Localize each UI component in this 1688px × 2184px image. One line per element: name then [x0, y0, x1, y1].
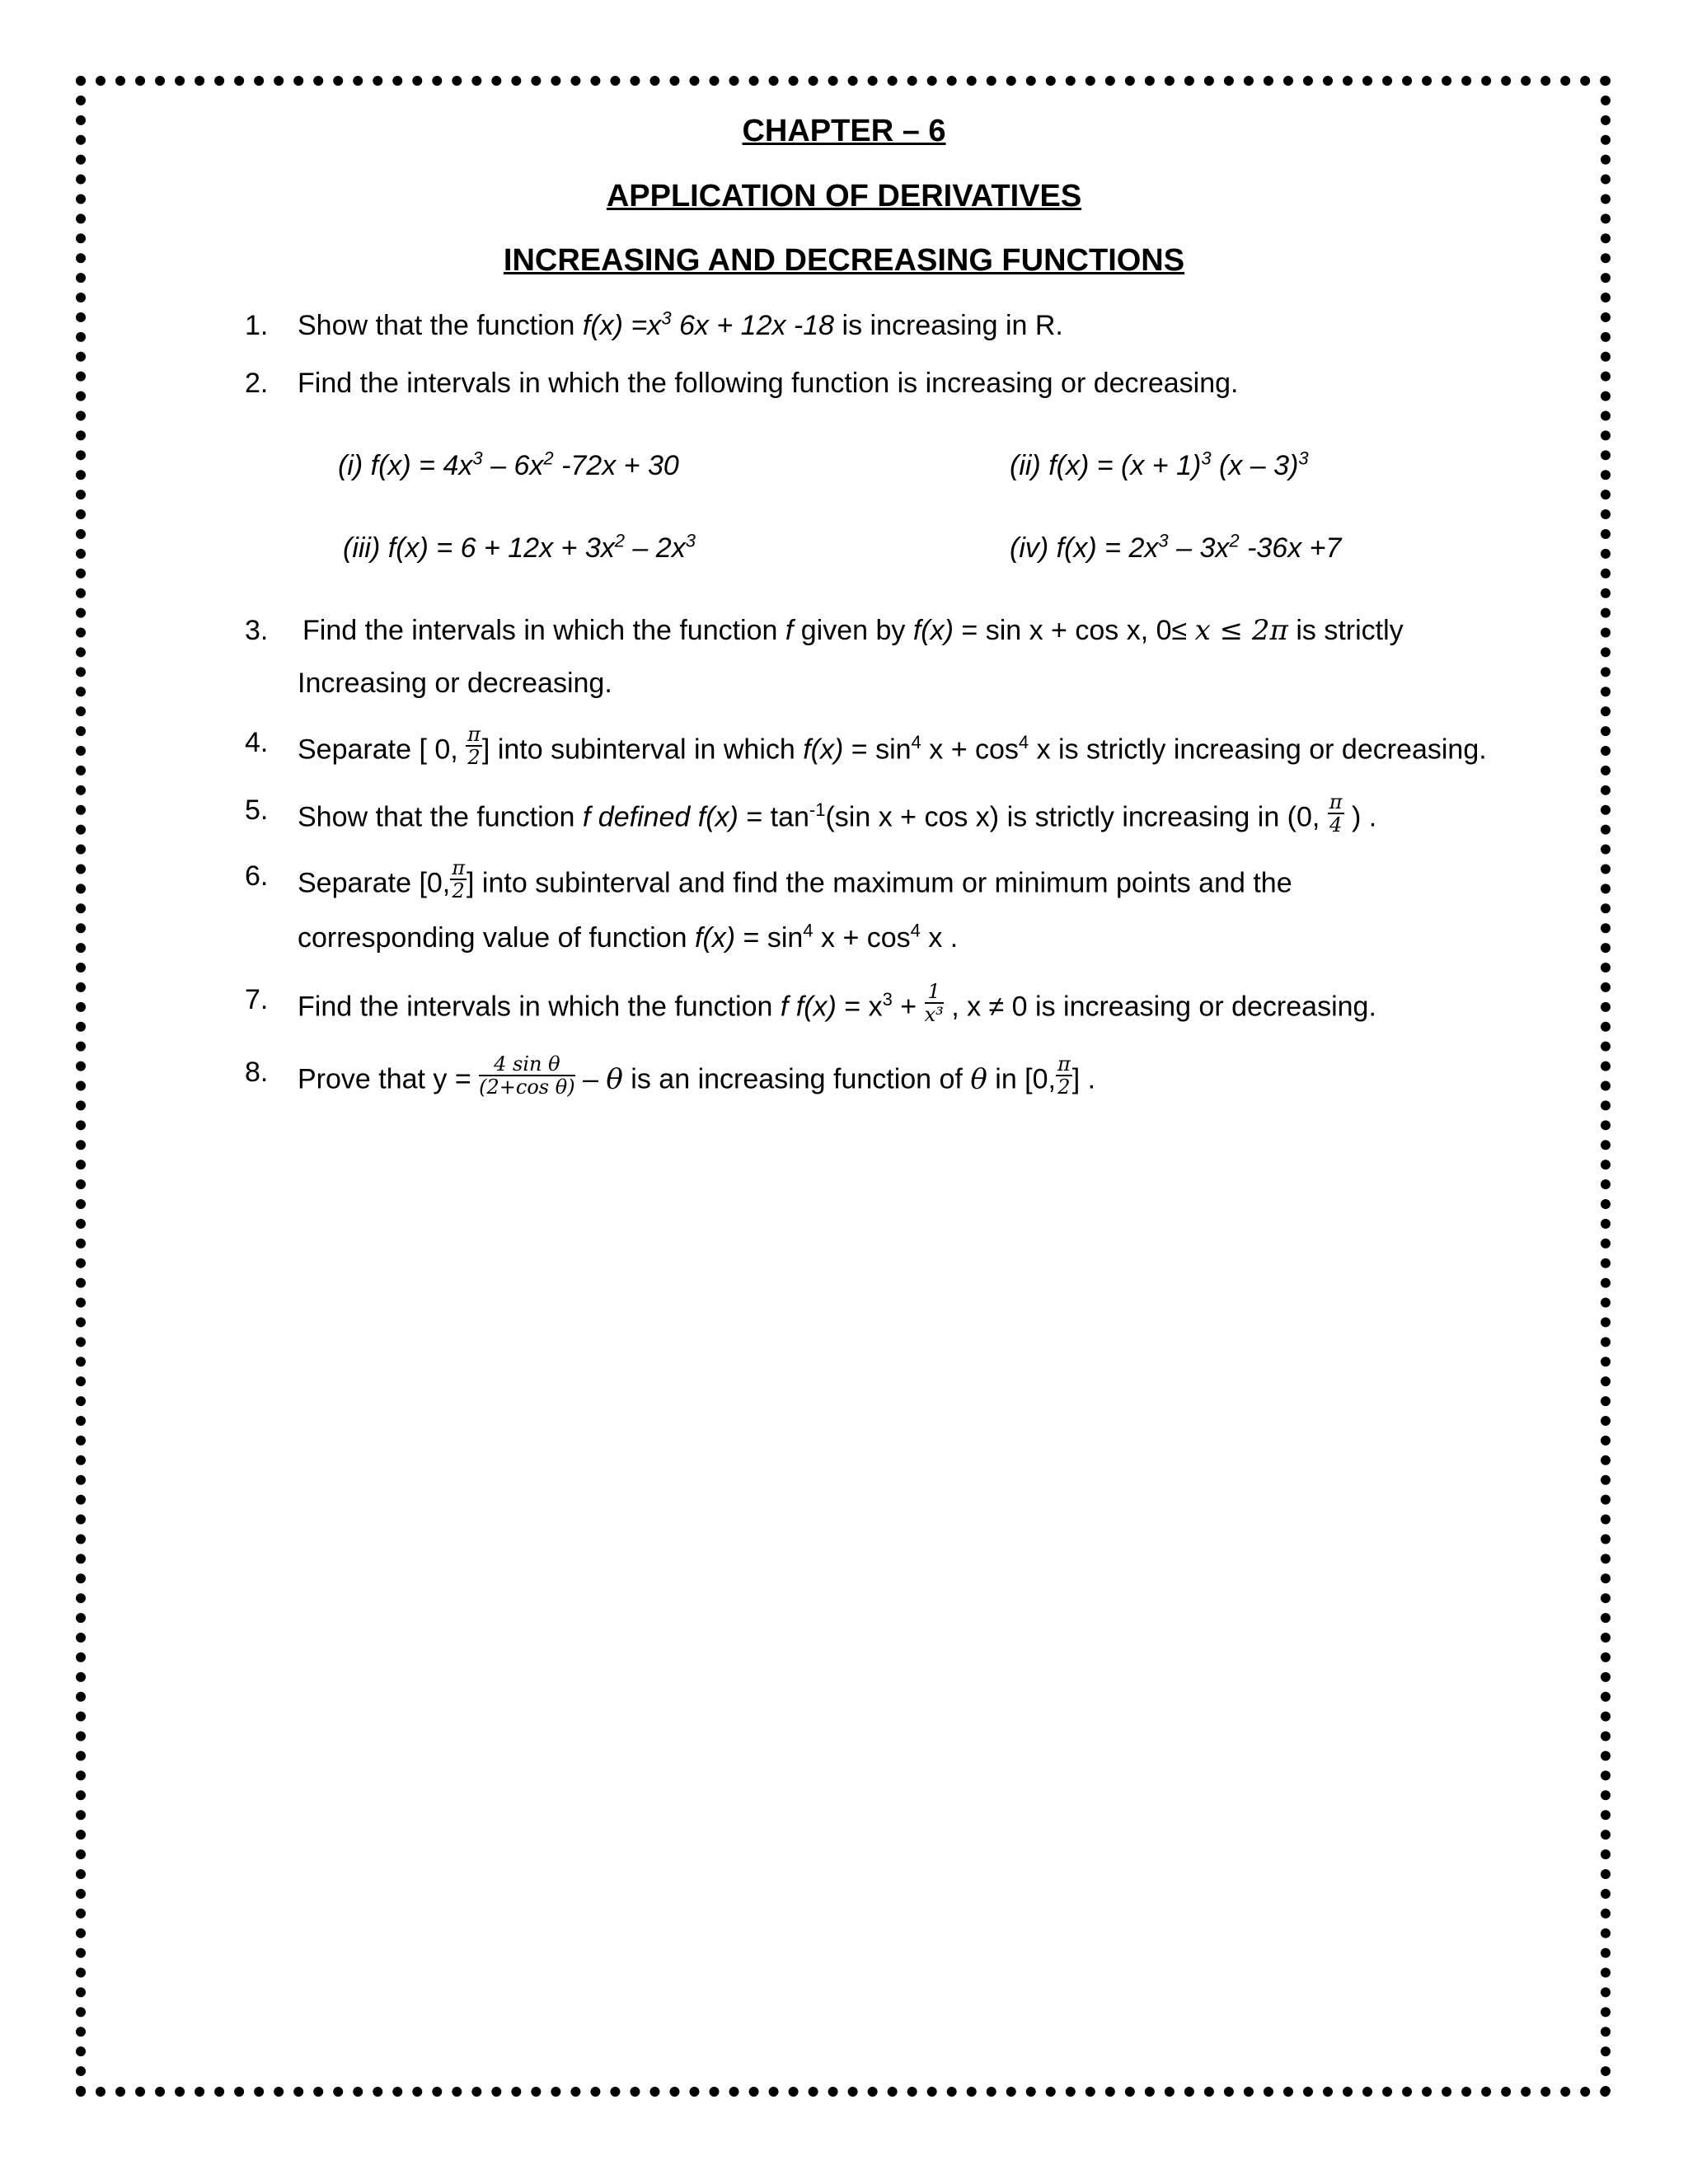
chapter-heading: CHAPTER – 6 — [742, 114, 946, 148]
subpart-ii: (ii) $f(x) = (x + 1)^3$ (x – 3)$^3$ — [1010, 448, 1309, 481]
subpart-iii: (iii) $f(x) = 6 + 12x + 3x^2 - 2x^3$ — [343, 530, 696, 564]
fraction-pi-over-2: $\frac{\pi}{2}$ — [452, 856, 466, 903]
fraction-pi-over-2: $\frac{\pi}{2}$ — [1057, 1052, 1071, 1099]
chapter-title: APPLICATION OF DERIVATIVES — [606, 179, 1082, 213]
subpart-i: (i) $f(x) = 4x^3 - 6x^2$ -72x + 30 — [338, 448, 679, 481]
fraction-pi-over-4: $\frac{\pi}{4}$ — [1329, 790, 1343, 837]
fraction-sin-over-cos: $\frac{\text{4 sin θ}}{\text{(2+cos θ)}}$ — [479, 1052, 575, 1099]
subpart-iv: (iv) $f(x) = 2x^3 - 3x^2$ -36x +7 — [1010, 530, 1342, 564]
fraction-pi-over-2: $\frac{\pi}{2}$ — [467, 723, 481, 770]
fraction-1-over-x-cubed: $\frac{1}{\text{x³}}$ — [924, 980, 944, 1027]
section-title: INCREASING AND DECREASING FUNCTIONS — [503, 243, 1185, 278]
